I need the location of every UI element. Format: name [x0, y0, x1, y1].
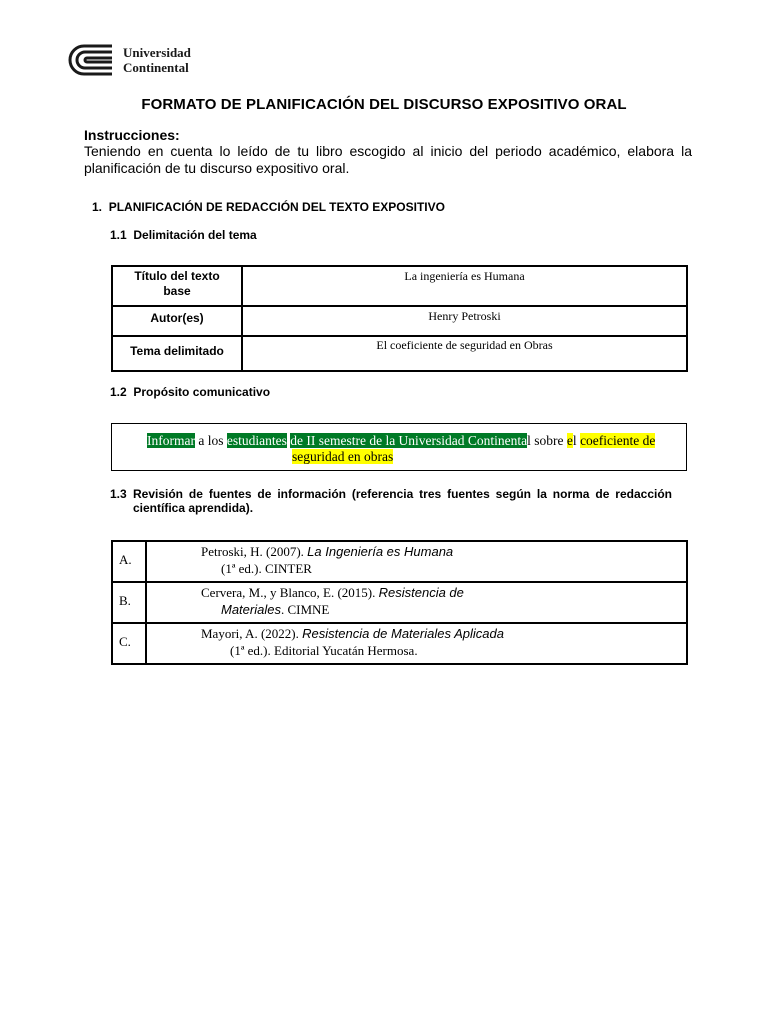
purpose-box: [111, 423, 687, 471]
instructions-body: Teniendo en cuenta lo leído de tu libro escogido al inicio del periodo académico, elabora la planificación de tu discurso expositivo oral.: [84, 143, 692, 176]
section-1-3-heading: 1.3 Revisión de fuentes de información (referencia tres fuentes según la norma de redacción científica aprendida).: [110, 487, 672, 515]
theme-table: [111, 265, 688, 372]
row-value: La ingeniería es Humana: [242, 266, 687, 306]
row-value: El coeficiente de seguridad en Obras: [242, 336, 687, 371]
row-label: Autor(es): [112, 306, 242, 336]
table-row: [112, 582, 687, 623]
reference-letter: A.: [112, 541, 146, 582]
section-1-1-heading: 1.1 Delimitación del tema: [110, 228, 257, 242]
row-label: Tema delimitado: [112, 336, 242, 371]
table-row: [112, 623, 687, 664]
table-row: [112, 541, 687, 582]
purpose-line-1: Informar a los estudiantes de II semestre de la Universidad Continental sobre el coeficiente de: [147, 433, 656, 448]
table-row: [112, 266, 687, 306]
instructions-heading: Instrucciones:: [84, 127, 180, 143]
table-row: [112, 336, 687, 371]
reference-letter: C.: [112, 623, 146, 664]
reference-entry: Petroski, H. (2007). La Ingeniería es Humana (1ª ed.). CINTER: [146, 541, 687, 582]
university-logo-icon: [66, 42, 116, 78]
table-row: [112, 306, 687, 336]
reference-entry: Cervera, M., y Blanco, E. (2015). Resistencia de Materiales. CIMNE: [146, 582, 687, 623]
row-label: Título del texto base: [112, 266, 242, 306]
row-value: Henry Petroski: [242, 306, 687, 336]
reference-entry: Mayori, A. (2022). Resistencia de Materiales Aplicada (1ª ed.). Editorial Yucatán Hermosa.: [146, 623, 687, 664]
section-1-2-heading: 1.2 Propósito comunicativo: [110, 385, 271, 399]
references-table: [111, 540, 688, 665]
purpose-line-2: seguridad en obras: [292, 449, 394, 464]
reference-letter: B.: [112, 582, 146, 623]
document-title: FORMATO DE PLANIFICACIÓN DEL DISCURSO EXPOSITIVO ORAL: [141, 96, 627, 113]
section-1-heading: 1. PLANIFICACIÓN DE REDACCIÓN DEL TEXTO EXPOSITIVO: [92, 200, 445, 214]
university-logo-text: Universidad Continental: [123, 45, 191, 75]
